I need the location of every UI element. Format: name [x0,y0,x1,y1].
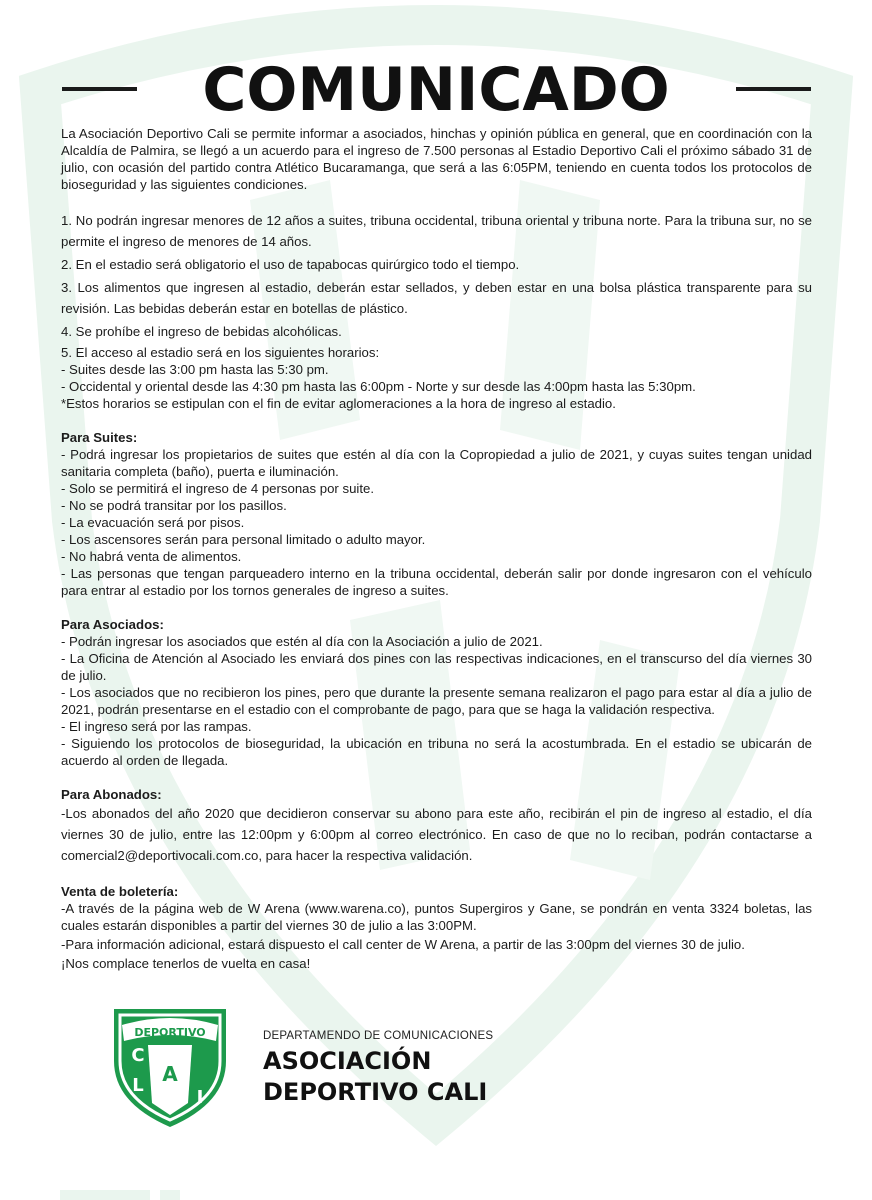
condition-item: 4. Se prohíbe el ingreso de bebidas alcohólicas. [61,324,342,339]
crest-letter: I [196,1087,204,1108]
department-label: DEPARTAMENDO DE COMUNICACIONES [263,1030,494,1042]
title-rule-right [736,87,811,91]
asociados-line: - Podrán ingresar los asociados que estén al día con la Asociación a julio de 2021. [61,634,543,649]
deportivo-cali-crest-logo [108,1003,232,1131]
schedule-note: *Estos horarios se estipulan con el fin de evitar aglomeraciones a la hora de ingreso al estadio. [61,396,616,411]
intro-paragraph: La Asociación Deportivo Cali se permite informar a asociados, hinchas y opinión pública en general, que en coordinación con la Alcaldía de Palmira, se llegó a un acuerdo para el ingreso de 7.500 personas al Estadio Deportivo Cali el próximo sábado 31 de julio, con ocasión del partido contra Atlético Bucaramanga, que será a las 6:05PM, teniendo en cuenta todos los protocolos de bioseguridad y las siguientes condiciones. [61,126,812,192]
asociados-line: - Siguiendo los protocolos de bioseguridad, la ubicación en tribuna no será la acostumbrada. En el estadio se ubicarán de acuerdo al orden de llegada. [61,736,812,768]
crest-letter: A [162,1062,178,1086]
schedule-heading: 5. El acceso al estadio será en los siguientes horarios: [61,345,380,360]
schedule-line: - Occidental y oriental desde las 4:30 pm hasta las 6:00pm - Norte y sur desde las 4:00pm hasta las 5:30pm. [61,379,696,394]
closing-line: ¡Nos complace tenerlos de vuelta en casa! [61,956,311,971]
document-header [0,55,872,125]
suites-line: - Solo se permitirá el ingreso de 4 personas por suite. [61,481,374,496]
section-title-asociados: Para Asociados: [61,617,164,632]
asociados-line: - El ingreso será por las rampas. [61,719,252,734]
suites-line: - Los ascensores serán para personal limitado o adulto mayor. [61,532,426,547]
organization-name-line2: DEPORTIVO CALI [263,1078,488,1106]
section-title-boleteria: Venta de boletería: [61,884,179,899]
boleteria-line: -Para información adicional, estará dispuesto el call center de W Arena, a partir de las 3:00pm del viernes 30 de julio. [61,937,745,952]
document-footer [0,1000,872,1200]
document-body [61,125,812,972]
asociados-line: - La Oficina de Atención al Asociado les enviará dos pines con las respectivas indicaciones, en el transcurso del día viernes 30 de julio. [61,651,812,683]
boleteria-line: -A través de la página web de W Arena (www.warena.co), puntos Supergiros y Gane, se pondrán en venta 3324 boletas, las cuales estarán disponibles a partir del viernes 30 de julio a las 3:00PM. [61,901,812,933]
title-rule-left [62,87,137,91]
suites-line: - No habrá venta de alimentos. [61,549,242,564]
section-title-suites: Para Suites: [61,430,138,445]
abonados-line: -Los abonados del año 2020 que decidieron conservar su abono para este año, recibirán el pin de ingreso al estadio, el día viernes 30 de julio, entre las 12:00pm y 6:00pm al correo electrónico. En caso de que no lo reciban, podrán contactarse a comercial2@deportivocali.com.co, para hacer la respectiva validación. [61,806,812,863]
condition-item: 2. En el estadio será obligatorio el uso de tapabocas quirúrgico todo el tiempo. [61,257,520,272]
condition-item: 3. Los alimentos que ingresen al estadio, deberán estar sellados, y deben estar en una bolsa plástica transparente para su revisión. Las bebidas deberán estar en botellas de plástico. [61,280,812,316]
section-title-abonados: Para Abonados: [61,787,162,802]
suites-line: - Podrá ingresar los propietarios de suites que estén al día con la Copropiedad a julio de 2021, y cuyas suites tengan unidad sanitaria completa (baño), puerta e iluminación. [61,447,812,479]
organization-name-line1: ASOCIACIÓN [263,1047,432,1075]
crest-letter: C [131,1045,145,1066]
schedule-line: - Suites desde las 3:00 pm hasta las 5:30 pm. [61,362,329,377]
asociados-line: - Los asociados que no recibieron los pines, pero que durante la presente semana realizaron el pago para estar al día a julio de 2021, podrán presentarse en el estadio con el comprobante de pago, para que se haga la validación respectiva. [61,685,812,717]
document-title: COMUNICADO [202,55,670,125]
organization-name [263,1046,487,1108]
suites-line: - La evacuación será por pisos. [61,515,245,530]
suites-line: - No se podrá transitar por los pasillos. [61,498,287,513]
condition-item: 1. No podrán ingresar menores de 12 años a suites, tribuna occidental, tribuna oriental y tribuna norte. Para la tribuna sur, no se permite el ingreso de menores de 14 años. [61,213,812,249]
suites-line: - Las personas que tengan parqueadero interno en la tribuna occidental, deberán salir por donde ingresaron con el vehículo para entrar al estadio por los tornos generales de ingreso a suites. [61,566,812,598]
crest-letter: L [132,1075,144,1096]
crest-word: DEPORTIVO [134,1026,206,1039]
